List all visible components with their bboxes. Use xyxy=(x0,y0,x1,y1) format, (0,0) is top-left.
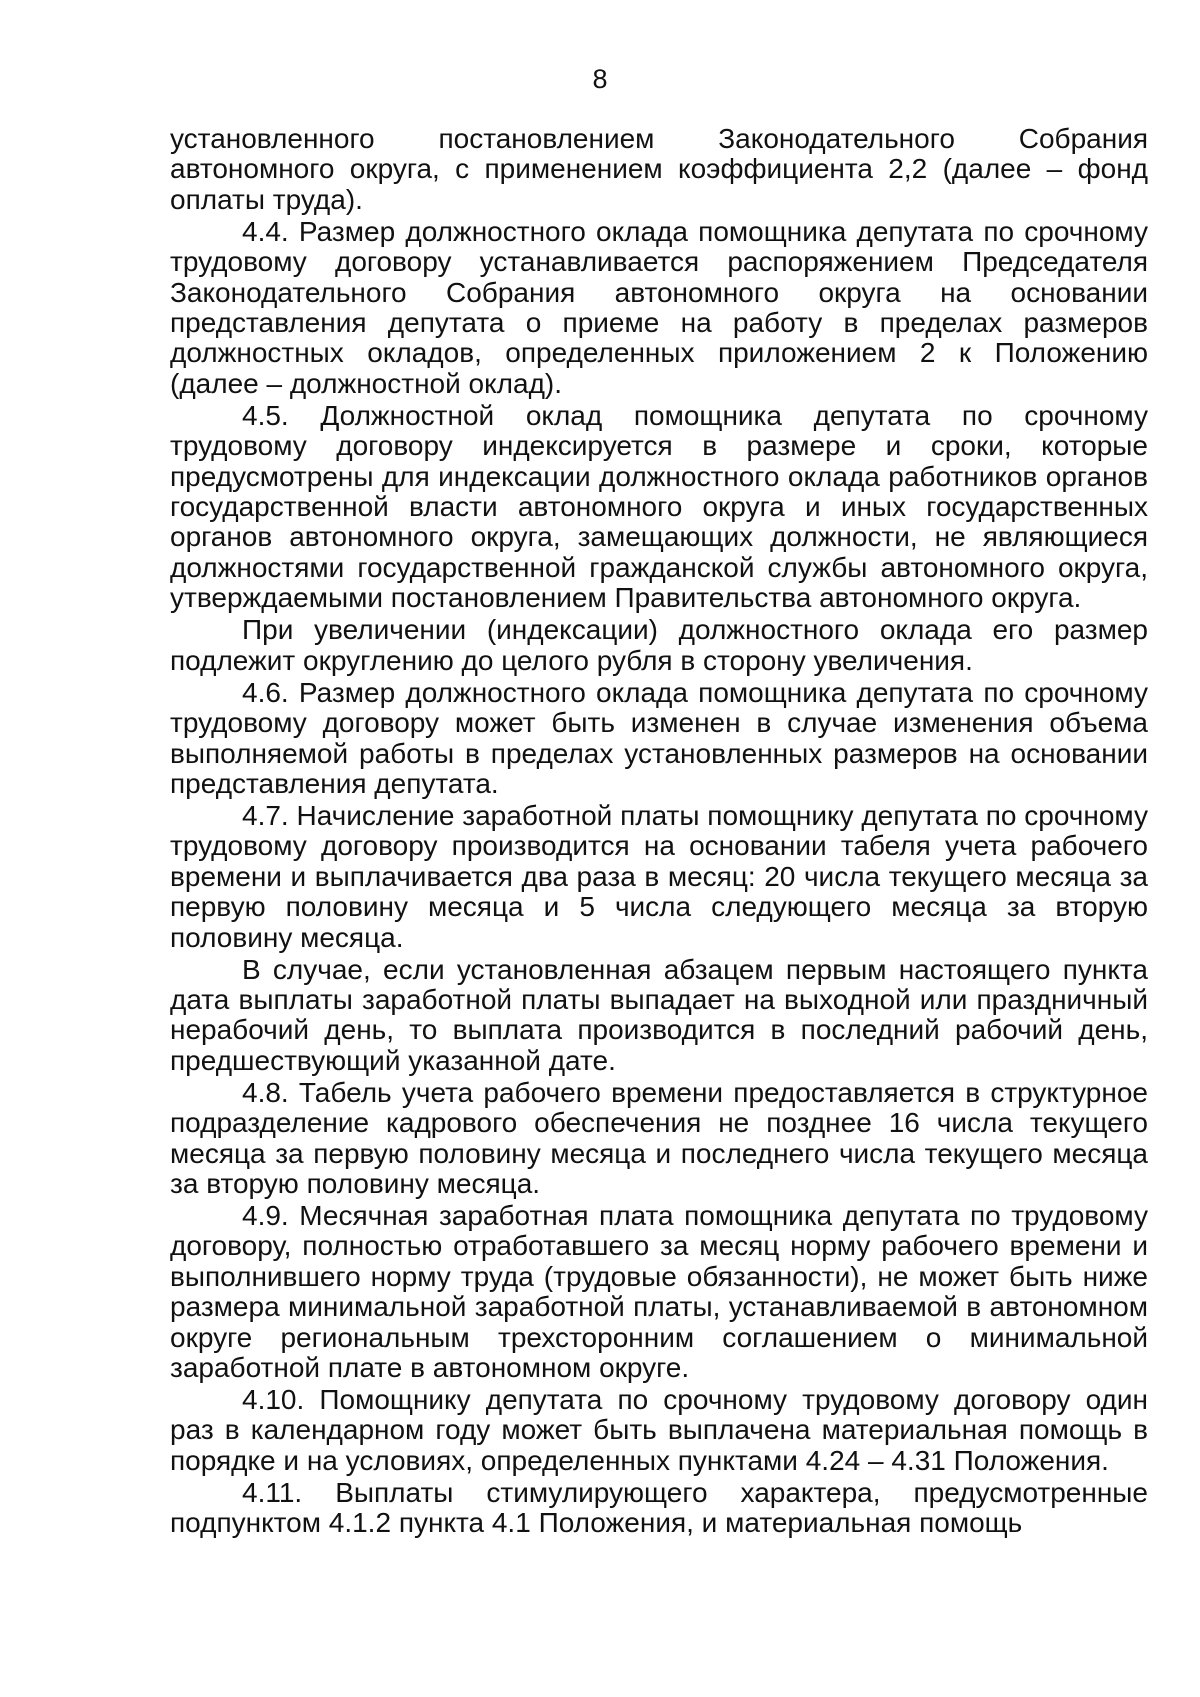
paragraph-4-7: 4.7. Начисление заработной платы помощнику депутата по срочному трудовому договору производится на основании табеля учета рабочего времени и выплачивается два раза в месяц: 20 числа текущего месяца за первую половину месяца и 5 числа следующего месяца за вторую половину месяца. xyxy=(170,799,1148,953)
paragraph-4-10: 4.10. Помощнику депутата по срочному трудовому договору один раз в календарном году может быть выплачена материальная помощь в порядке и на условиях, определенных пунктами 4.24 – 4.31 Положения. xyxy=(170,1384,1148,1476)
paragraph-4-8: 4.8. Табель учета рабочего времени предоставляется в структурное подразделение кадрового обеспечения не позднее 16 числа текущего месяца за первую половину месяца и последнего числа текущего месяца за вторую половину месяца. xyxy=(170,1076,1148,1199)
paragraph-4-6: 4.6. Размер должностного оклада помощника депутата по срочному трудовому договору может быть изменен в случае изменения объема выполняемой работы в пределах установленных размеров на основании представления депутата. xyxy=(170,676,1148,799)
paragraph-4-7-holiday: В случае, если установленная абзацем первым настоящего пункта дата выплаты заработной платы выпадает на выходной или праздничный нерабочий день, то выплата производится в последний рабочий день, предшествующий указанной дате. xyxy=(170,953,1148,1076)
paragraph-4-4: 4.4. Размер должностного оклада помощника депутата по срочному трудовому договору устанавливается распоряжением Председателя Законодательного Собрания автономного округа на основании представления депутата о приеме на работу в пределах размеров должностных окладов, определенных приложением 2 к Положению (далее – должностной оклад). xyxy=(170,215,1148,399)
document-body xyxy=(170,124,1148,1540)
paragraph-4-5-rounding: При увеличении (индексации) должностного оклада его размер подлежит округлению до целого рубля в сторону увеличения. xyxy=(170,614,1148,676)
paragraph-4-9: 4.9. Месячная заработная плата помощника депутата по трудовому договору, полностью отработавшего за месяц норму рабочего времени и выполнившего норму труда (трудовые обязанности), не может быть ниже размера минимальной заработной платы, устанавливаемой в автономном округе региональным трехсторонним соглашением о минимальной заработной плате в автономном округе. xyxy=(170,1199,1148,1383)
paragraph-4-11: 4.11. Выплаты стимулирующего характера, предусмотренные подпунктом 4.1.2 пункта 4.1 Положения, и материальная помощь xyxy=(170,1476,1148,1539)
paragraph-continuation: установленного постановлением Законодательного Собрания автономного округа, с применением коэффициента 2,2 (далее – фонд оплаты труда). xyxy=(170,123,1148,215)
paragraph-4-5: 4.5. Должностной оклад помощника депутата по срочному трудовому договору индексируется в размере и сроки, которые предусмотрены для индексации должностного оклада работников органов государственной власти автономного округа и иных государственных органов автономного округа, замещающих должности, не являющиеся должностями государственной гражданской службы автономного округа, утверждаемыми постановлением Правительства автономного округа. xyxy=(170,399,1148,614)
page-number: 8 xyxy=(592,64,608,94)
